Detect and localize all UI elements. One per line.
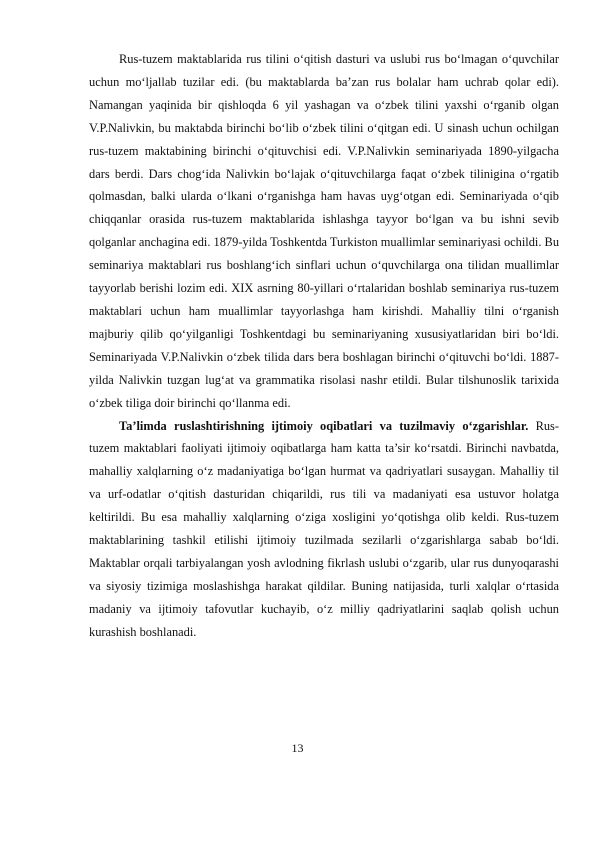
section-heading: Ta’limda ruslashtirishning ijtimoiy oqibatlari va tuzilmaviy o‘zgarishlar. (119, 418, 529, 433)
paragraph-1 (89, 48, 559, 415)
paragraph-2-text: Rus-tuzem maktablari faoliyati ijtimoiy oqibatlarga ham katta ta’sir ko‘rsatdi. Birinchi navbatda, mahalliy xalqlarning o‘z madaniyatiga bo‘lgan hurmat va qadriyatlari susaygan. Mahalliy til va urf-odatlar o‘qitish dasturidan chiqarildi, rus tili va madaniyati esa ustuvor holatga keltirildi. Bu esa mahalliy xalqlarning o‘ziga xosligini yo‘qotishga olib keldi. Rus-tuzem maktablarining tashkil etilishi ijtimoiy tuzilmada sezilarli o‘zgarishlarga sabab bo‘ldi. Maktablar orqali tarbiyalangan yosh avlodning fikrlash uslubi o‘zgarib, ular rus dunyoqarashi va siyosiy tizimiga moslashishga harakat qildilar. Buning natijasida, turli xalqlar o‘rtasida madaniy va ijtimoiy tafovutlar kuchayib, o‘z milliy qadriyatlarini saqlab qolish uchun kurashish boshlanadi. (89, 418, 559, 639)
page-number: 13 (291, 741, 304, 755)
body-text (89, 48, 559, 644)
paragraph-1-text: Rus-tuzem maktablarida rus tilini o‘qitish dasturi va uslubi rus bo‘lmagan o‘quvchilar uchun mo‘ljallab tuzilar edi. (bu maktablarda ba’zan rus bolalar ham uchrab qolar edi). Namangan yaqinida bir qishloqda 6 yil yashagan va o‘zbek tilini yaxshi o‘rganib olgan V.P.Nalivkin, bu maktabda birinchi bo‘lib o‘zbek tilini o‘qitgan edi. U sinash uchun ochilgan rus-tuzem maktabining birinchi o‘qituvchisi edi. V.P.Nalivkin seminariyada 1890-yilgacha dars berdi. Dars chog‘ida Nalivkin bo‘lajak o‘qituvchilarga faqat o‘zbek tilinigina o‘rgatib qolmasdan, balki ularda o‘lkani o‘rganishga ham havas uyg‘otgan edi. Seminariyada o‘qib chiqqanlar orasida rus-tuzem maktablarida ishlashga tayyor bo‘lgan va bu ishni sevib qolganlar anchagina edi. 1879-yilda Toshkentda Turkiston muallimlar seminariyasi ochildi. Bu seminariya maktablari rus boshlang‘ich sinflari uchun o‘quvchilarga ona tilidan muallimlar tayyorlab berishi lozim edi. XIX asrning 80-yillari o‘rtalaridan boshlab seminariya rus-tuzem maktablari uchun ham muallimlar tayyorlashga ham kirishdi. Mahalliy tilni o‘rganish majburiy qilib qo‘yilganligi Toshkentdagi bu seminariyaning xususiyatlaridan biri bo‘ldi. Seminariyada V.P.Nalivkin o‘zbek tilida dars bera boshlagan birinchi o‘qituvchi bo‘ldi. 1887-yilda Nalivkin tuzgan lug‘at va grammatika risolasi nashr etildi. Bular tilshunoslik tarixida o‘zbek tiliga doir birinchi qo‘llanma edi. (89, 52, 560, 410)
paragraph-2 (89, 415, 559, 644)
